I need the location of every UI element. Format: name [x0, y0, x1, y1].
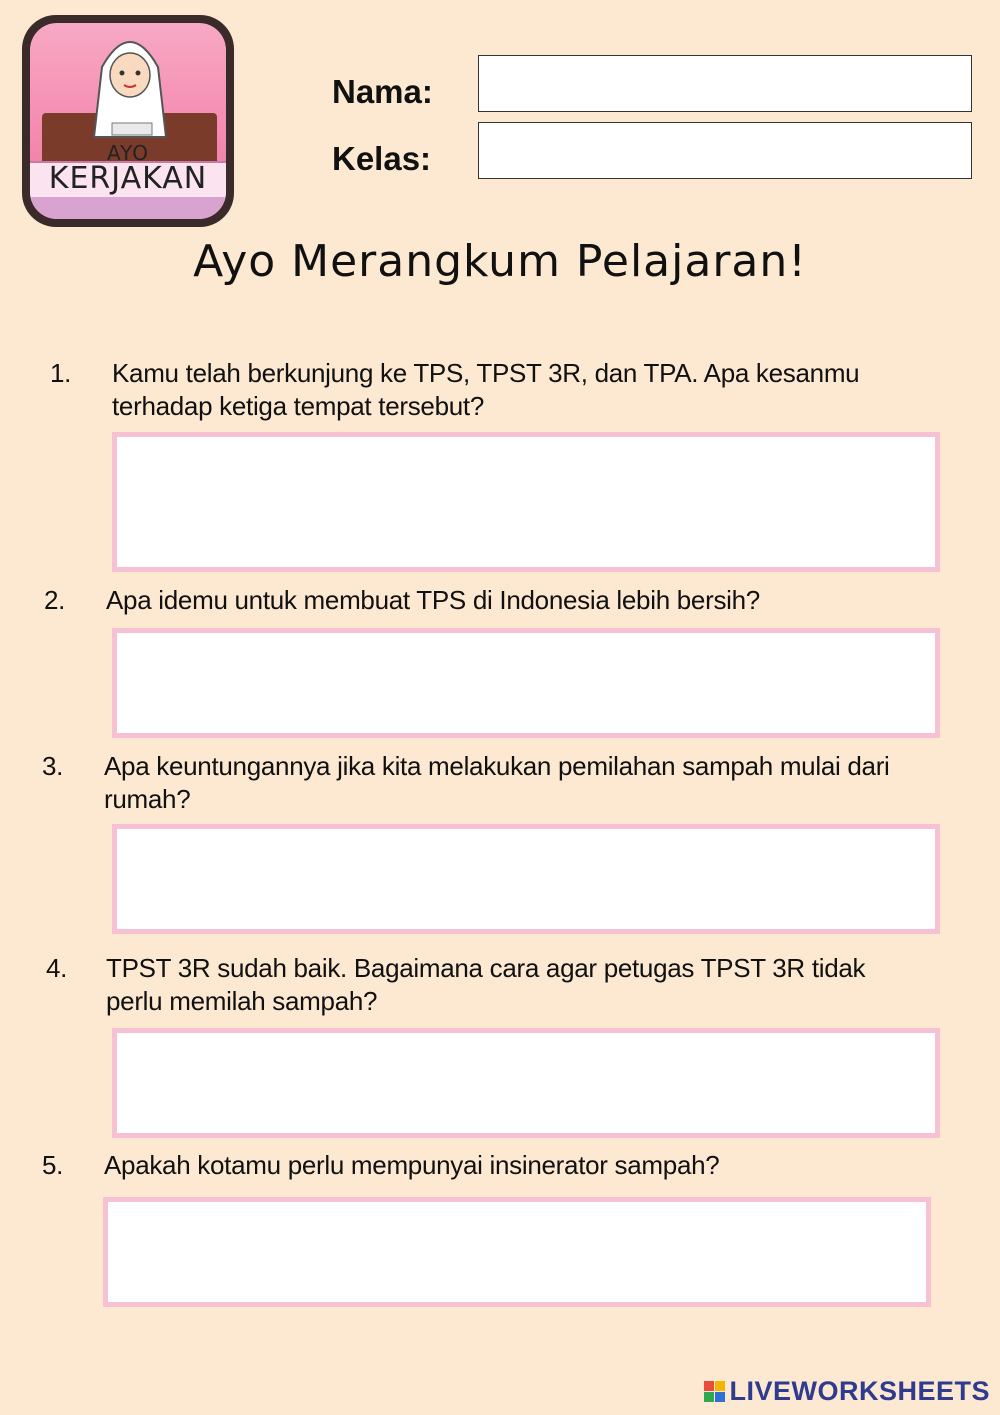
- question-2-number: 2.: [44, 585, 66, 615]
- watermark-text: LIVEWORKSHEETS: [729, 1376, 990, 1406]
- question-2-text: Apa idemu untuk membuat TPS di Indonesia lebih bersih?: [106, 585, 760, 615]
- class-input[interactable]: [478, 122, 972, 179]
- ayo-kerjakan-logo: [22, 15, 234, 227]
- answer-4-box[interactable]: [112, 1028, 940, 1138]
- liveworksheets-watermark: [704, 1376, 990, 1407]
- class-label: Kelas:: [332, 140, 432, 177]
- student-illustration-icon: [82, 27, 178, 147]
- page-title: Ayo Merangkum Pelajaran!: [193, 236, 807, 287]
- logo-text-kerjakan: KERJAKAN: [48, 161, 208, 196]
- answer-5-box[interactable]: [103, 1197, 931, 1307]
- question-1-number: 1.: [50, 358, 72, 388]
- question-4-number: 4.: [46, 953, 68, 983]
- question-3-number: 3.: [42, 751, 64, 781]
- logo-text-ayo: AYO: [107, 141, 149, 165]
- name-label: Nama:: [332, 73, 433, 110]
- logo-background: [30, 23, 226, 219]
- question-1-text: Kamu telah berkunjung ke TPS, TPST 3R, dan TPA. Apa kesanmu terhadap ketiga tempat tersebut?: [112, 358, 860, 421]
- answer-2-box[interactable]: [112, 628, 940, 738]
- logo-bottom-strip: [30, 197, 226, 219]
- liveworksheets-logo-icon: [704, 1381, 725, 1402]
- question-3-text: Apa keuntungannya jika kita melakukan pemilahan sampah mulai dari rumah?: [104, 751, 890, 814]
- question-4-text: TPST 3R sudah baik. Bagaimana cara agar petugas TPST 3R tidak perlu memilah sampah?: [106, 953, 866, 1016]
- question-5-number: 5.: [42, 1150, 64, 1180]
- question-5-text: Apakah kotamu perlu mempunyai insinerator sampah?: [104, 1150, 720, 1180]
- answer-1-box[interactable]: [112, 432, 940, 572]
- name-input[interactable]: [478, 55, 972, 112]
- answer-3-box[interactable]: [112, 824, 940, 934]
